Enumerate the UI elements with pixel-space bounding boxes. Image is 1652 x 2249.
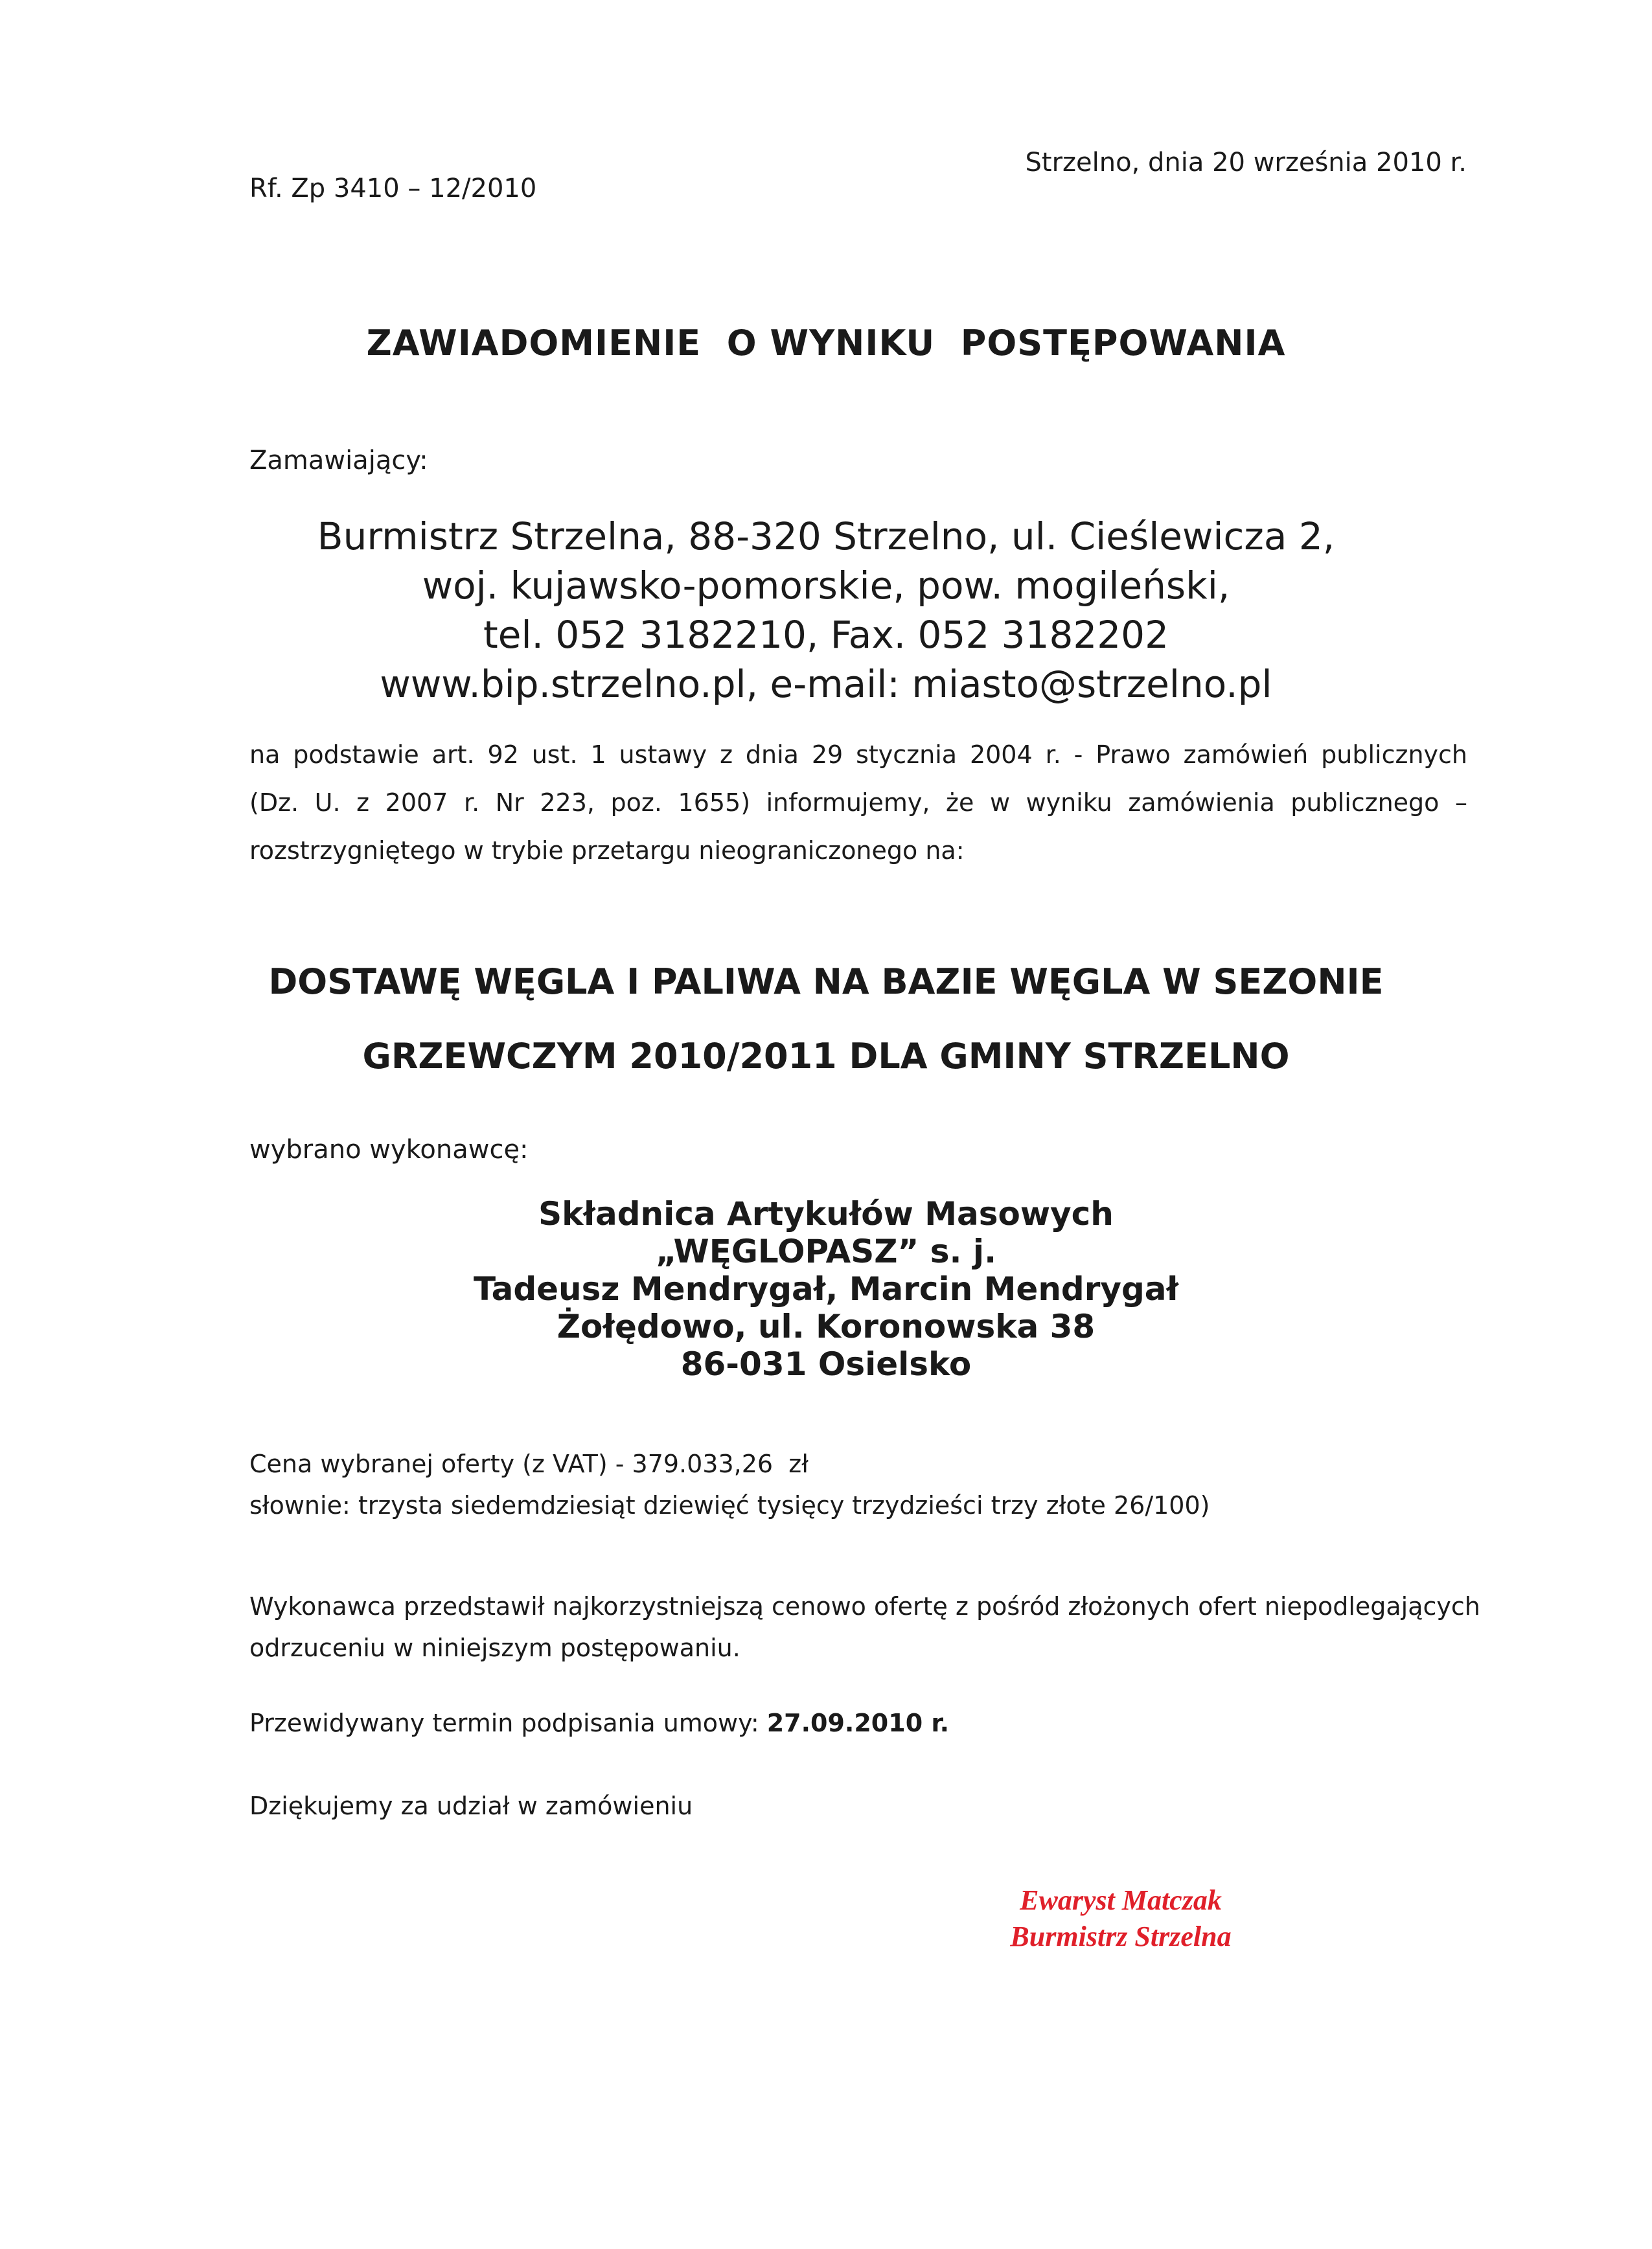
paragraph-line: odrzuceniu w niniejszym postępowaniu. [249,1634,740,1662]
price-line: Cena wybranej oferty (z VAT) - 379.033,26 zł [249,1450,809,1478]
thanks-paragraph [249,1785,1467,1827]
thanks-line: Dziękujemy za udział w zamówieniu [249,1792,693,1820]
paragraph-line: na podstawie art. 92 ust. 1 ustawy z dnia 29 stycznia 2004 r. - Prawo zamówień publicznych [249,740,1467,769]
document-title: ZAWIADOMIENIE O WYNIKU POSTĘPOWANIA [366,323,1286,363]
legal-basis-paragraph [249,731,1467,874]
signing-date: 27.09.2010 r. [766,1709,950,1737]
contractor-line: „WĘGLOPASZ” s. j. [655,1233,997,1270]
contractor-line: 86-031 Osielsko [680,1345,972,1383]
ordering-party-address [0,512,1652,709]
signing-date-line [249,1702,1467,1744]
date-line: Strzelno, dnia 20 września 2010 r. [1025,148,1467,177]
signing-label: Przewidywany termin podpisania umowy: [249,1709,767,1737]
signatory-role: Burmistrz Strzelna [1010,1921,1232,1952]
contractor-line: Żołędowo, ul. Koronowska 38 [556,1308,1096,1345]
price-in-words: słownie: trzysta siedemdziesiąt dziewięć tysięcy trzydzieści trzy złote 26/100) [249,1491,1210,1520]
signature-block [920,1882,1322,1955]
paragraph-line: rozstrzygniętego w trybie przetargu nieograniczonego na: [249,836,965,865]
ordering-party-label: Zamawiający: [249,446,428,475]
address-line: Burmistrz Strzelna, 88-320 Strzelno, ul. Cieślewicza 2, [317,514,1335,558]
reference-number: Rf. Zp 3410 – 12/2010 [249,174,537,203]
signatory-name: Ewaryst Matczak [1020,1884,1222,1916]
contractor-label: wybrano wykonawcę: [249,1135,529,1165]
paragraph-line: Wykonawca przedstawił najkorzystniejszą cenowo ofertę z pośród złożonych ofert niepodlegających [249,1592,1480,1621]
paragraph-line: (Dz. U. z 2007 r. Nr 223, poz. 1655) informujemy, że w wyniku zamówienia publicznego – [249,788,1467,817]
subject-line: DOSTAWĘ WĘGLA I PALIWA NA BAZIE WĘGLA W SEZONIE [268,961,1384,1002]
address-line: woj. kujawsko-pomorskie, pow. mogileński, [422,564,1230,608]
signing-date-paragraph [249,1702,1467,1744]
procurement-subject [0,944,1652,1093]
address-line: www.bip.strzelno.pl, e-mail: miasto@strzelno.pl [380,662,1272,706]
address-line: tel. 052 3182210, Fax. 052 3182202 [483,613,1169,657]
justification-paragraph [249,1586,1480,1669]
contractor-line: Tadeusz Mendrygał, Marcin Mendrygał [473,1270,1179,1308]
subject-line: GRZEWCZYM 2010/2011 DLA GMINY STRZELNO [362,1036,1290,1077]
price-paragraph [249,1443,1467,1526]
selected-contractor [0,1195,1652,1383]
contractor-line: Składnica Artykułów Masowych [538,1195,1114,1233]
